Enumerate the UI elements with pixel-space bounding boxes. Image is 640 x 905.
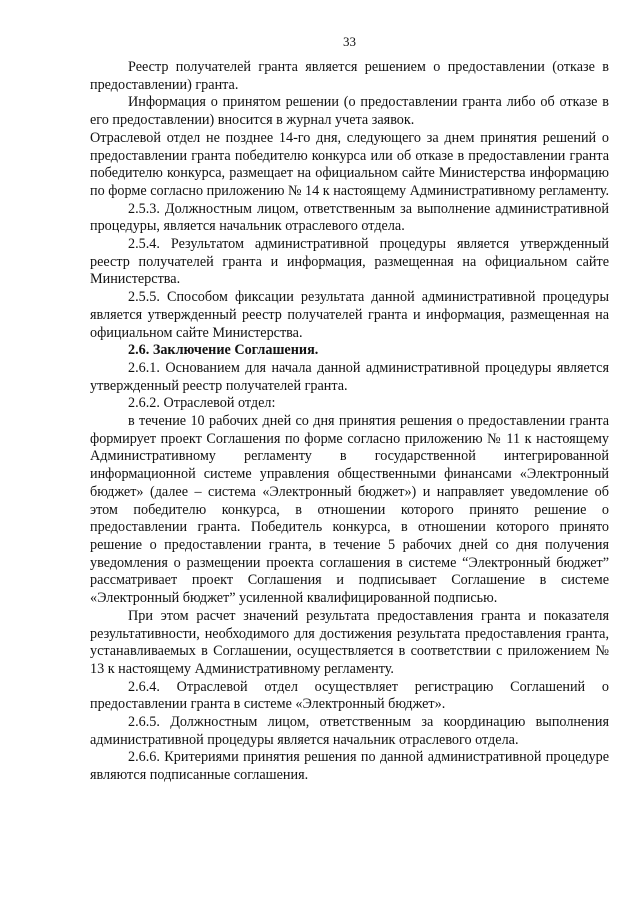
paragraph-publication: Отраслевой отдел не позднее 14-го дня, следующего за днем принятия решений о предоставлении гранта победителю конкурса или об отказе в предоставлении гранта победителю конкурса, размещает на официальном сайте Министерства информацию по форме согласно приложению № 14 к настоящему Административному регламенту. bbox=[90, 129, 610, 199]
paragraph-2-6-6: 2.6.6. Критериями принятия решения по данной административной процедуре являются подписанные соглашения. bbox=[90, 749, 609, 784]
paragraph-registry-decision: Реестр получателей гранта является решением о предоставлении (отказе в предоставлении) гранта. bbox=[90, 59, 609, 93]
page-number: 33 bbox=[343, 34, 356, 49]
paragraph-2-5-5: 2.5.5. Способом фиксации результата данной административной процедуры является утвержденный реестр получателей гранта и информация, размещенная на официальном сайте Министерства. bbox=[90, 289, 609, 341]
document-page bbox=[90, 34, 609, 785]
paragraph-decision-info: Информация о принятом решении (о предоставлении гранта либо об отказе в его предоставлении) вносится в журнал учета заявок. bbox=[90, 94, 609, 129]
paragraph-result-calculation: При этом расчет значений результата предоставления гранта и показателя результативности, необходимого для достижения результата предоставления гранта, устанавливаемых в Соглашении, осуществляется в соответствии с приложением № 13 к настоящему Административному регламенту. bbox=[90, 607, 609, 677]
paragraph-2-6-4: 2.6.4. Отраслевой отдел осуществляет регистрацию Соглашений о предоставлении гранта в системе «Электронный бюджет». bbox=[90, 678, 609, 713]
paragraph-agreement-draft: в течение 10 рабочих дней со дня принятия решения о предоставлении гранта формирует проект Соглашения по форме согласно приложению № 11 к настоящему Административному регламенту в государственной интегрированной информационной системе управления общественными финансами «Электронный бюджет» (далее – система «Электронный бюджет») и направляет уведомление об этом победителю конкурса, в отношении которого принято решение о предоставлении гранта. Победитель конкурса, в отношении которого принято решение о предоставлении гранта, в течение 5 рабочих дней со дня получения уведомления о размещении проекта соглашения в системе “Электронный бюджет” рассматривает проект Соглашения и подписывает Соглашение в системе «Электронный бюджет” усиленной квалифицированной подписью. bbox=[90, 413, 609, 607]
section-heading-2-6: 2.6. Заключение Соглашения. bbox=[128, 342, 319, 359]
paragraph-2-6-5: 2.6.5. Должностным лицом, ответственным за координацию выполнения административной процедуры является начальник отраслевого отдела. bbox=[90, 714, 609, 748]
paragraph-2-5-3: 2.5.3. Должностным лицом, ответственным за выполнение административной процедуры, является начальник отраслевого отдела. bbox=[90, 200, 609, 235]
paragraph-2-6-1: 2.6.1. Основанием для начала данной административной процедуры является утвержденный реестр получателей гранта. bbox=[90, 359, 609, 394]
paragraph-2-5-4: 2.5.4. Результатом административной процедуры является утвержденный реестр получателей гранта и информация, размещенная на официальном сайте Министерства. bbox=[90, 236, 609, 288]
paragraph-2-6-2: 2.6.2. Отраслевой отдел: bbox=[128, 395, 276, 412]
